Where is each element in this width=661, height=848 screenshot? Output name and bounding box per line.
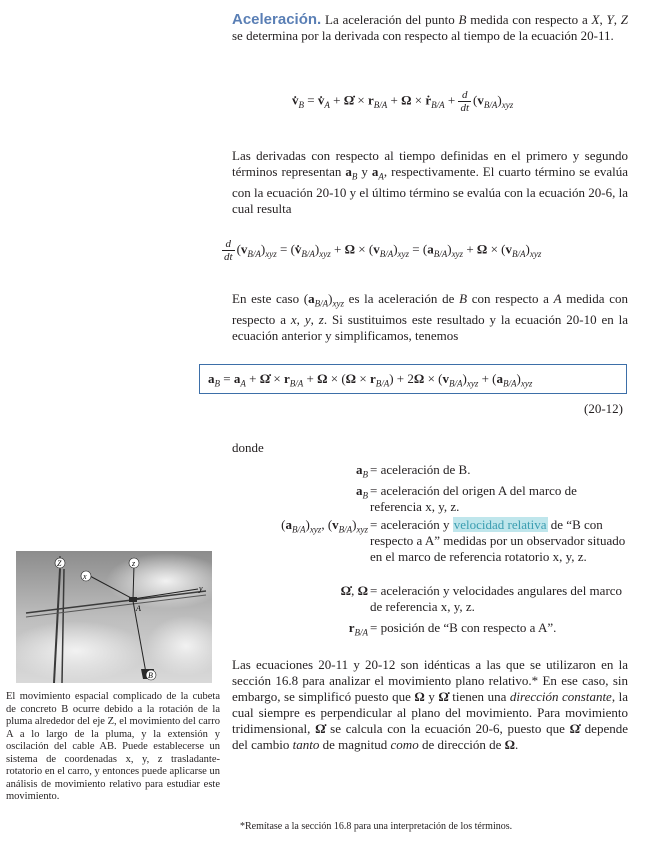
label-A: A — [136, 604, 141, 613]
intro-paragraph: Aceleración. La aceleración del punto B medida con respecto a X, Y, Z se determina por la derivada con respecto al tiempo de la ecuación 20-11. — [232, 11, 629, 43]
label-y: y — [199, 584, 203, 593]
equation-vB-dot: $v̇_B$ = $v̇_A$ + Ω̇ × $r_{B/A} + \Omega$ × ṙ$_{B/A}$ + $\frac{d}{dt}$ $(v_{B/A})_{xyz}$ — [292, 89, 514, 114]
footnote: *Remítase a la sección 16.8 para una interpretación de los términos. — [240, 821, 513, 832]
boxed-equation-20-12: $a_B = a_A$ + Ω̇ × $r_{B/A} + \Omega \times (\Omega \times r_{B/A}) + 2\Omega \times (v_{B/A})_{xyz} + (a_{B/A})_{xyz}$ — [199, 364, 627, 394]
donde-label: donde — [232, 440, 264, 455]
label-B: B — [148, 671, 153, 680]
paragraph-4: Las ecuaciones 20-11 y 20-12 son idénticas a las que se utilizaron en la sección 16.8 para analizar el movimiento plano relativo.* En ese caso, sin embargo, se simplificó puesto que Ω y Ω̇ tienen una dirección constante, la cual siempre es perpendicular al plano del movimiento. Para movimiento tridimensional, Ω̇ se calcula con la ecuación 20-6, puesto que Ω̇ depende del cambio tanto de magnitud como de dirección de Ω. — [232, 657, 628, 752]
section-heading: Aceleración. — [232, 11, 322, 28]
def-symbol-aBA-vBA: $(a_{B/A})_{xyz}$, $(v_{B/A})_{xyz}$ — [281, 517, 368, 535]
crane-photo-illustration — [16, 551, 212, 683]
figure-caption: El movimiento espacial complicado de la cubeta de concreto B ocurre debido a la rotación de la pluma alrededor del eje Z, el movimiento del carro A a lo largo de la pluma, y la extensión y oscilación del cable AB. Puede establecerse un sistema de coordenadas x, y, z trasladante-rotatorio en el carro, y entonces puede aplicarse un análisis de movimiento relativo para estudiar este movimiento. — [6, 691, 220, 802]
label-z: z — [132, 559, 136, 568]
definitions-list — [240, 462, 630, 642]
label-Z: Z — [57, 559, 62, 568]
def-text-1: = aceleración de B. — [370, 462, 471, 477]
def-text-3: = aceleración y velocidad relativa de “B con respecto a A” medidas por un observador situado en el marco de referencia rotatorio x, y, z. — [370, 517, 626, 564]
paragraph-3: En este caso $(a_{B/A})_{xyz}$ es la aceleración de B con respecto a A medida con respecto a x, y, z. Si sustituimos este resultado y la ecuación 20-10 en la ecuación anterior y simplificamos, tenemos — [232, 291, 629, 343]
highlighted-term[interactable]: velocidad relativa — [453, 517, 547, 532]
def-symbol-rBA: $r_{B/A}$ — [348, 620, 368, 638]
def-symbol-aB: $a_B$ — [356, 462, 368, 480]
equation-number: (20-12) — [584, 401, 623, 416]
paragraph-2: Las derivadas con respecto al tiempo definidas en el primero y segundo términos representan $a_B$ y $a_A$, respectivamente. El cuarto término se evalúa con la ecuación 20-10 y el último término se evalúa con la ecuación 20-6, la cual resulta — [232, 148, 628, 216]
def-symbol-aB-2: $a_B$ — [356, 483, 368, 501]
crane-photo — [16, 551, 212, 683]
def-text-2: = aceleración del origen A del marco de referencia x, y, z. — [370, 483, 577, 514]
equation-derivative-vBA: $\frac{d}{dt}$ $(v_{B/A})_{xyz}$ = $(v̇_{B/A})_{xyz} + \Omega \times (v_{B/A})_{xyz} = (a_{B/A})_{xyz} + \Omega \times (v_{B/A})_{xyz}$ — [224, 238, 542, 263]
def-text-5: = posición de “B con respecto a A”. — [370, 620, 557, 635]
def-symbol-omega: Ω̇, Ω — [340, 583, 368, 598]
label-x: x — [83, 572, 87, 581]
def-text-4: = aceleración y velocidades angulares del marco de referencia x, y, z. — [370, 583, 623, 614]
